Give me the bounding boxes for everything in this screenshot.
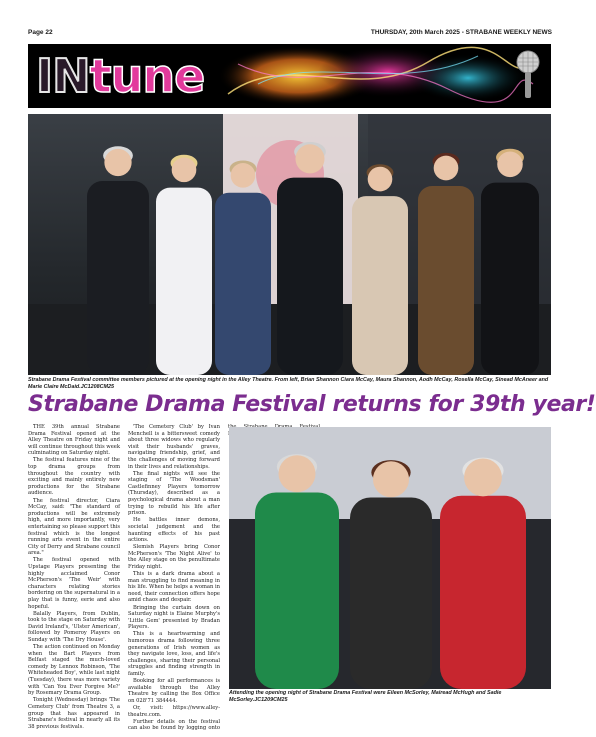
committee-photo [28,114,551,375]
committee-photo-scene [28,114,551,375]
article-paragraph: This is a dark drama about a man struggling to find meaning in his life. When he helps a woman in need, their connection offers hope amid chaos and despair. [128,571,220,604]
photo-person [87,146,149,375]
article-paragraph: Booking for all performances is available through the Alley Theatre by calling the Box Office on 028'71 384444. [128,678,220,704]
article-paragraph: The festival director, Ciara McCay, said: "The standard of productions will be extremely high, and more importantly, very entertaining so please support this festival which is the longest running arts event in the entire City of Derry and Strabane council area." [28,497,120,557]
microphone-icon [513,50,543,102]
banner-title-in: IN [36,49,90,103]
article-paragraph: Slemish Players bring Conor McPherson's 'The Night Alive' to the Alley stage on the penultimate Friday night. [128,544,220,570]
article-paragraph: Balally Players, from Dublin, took to the stage on Saturday with David Ireland's, 'Ulster American', followed by Pomeroy Players on Sunday with 'The Dry House'. [28,610,120,643]
photo-person [156,155,212,375]
article-paragraph: Bringing the curtain down on Saturday night is Elaine Murphy's 'Little Gem' presented by Bradan Players. [128,604,220,631]
article-paragraph: Or, visit: https://www.alley-theatre.com. [128,704,220,718]
article-paragraph: Tonight (Wednesday) brings 'The Cemetery Club' from Theatre 3, a group that has appeared in Strabane's festival in nearly all its 38 previous festivals. [28,697,120,730]
article-paragraph: The festival opened with Upstage Players presenting the highly acclaimed Conor McPherson's 'The Weir' with characters relating stories bordering on the supernatural in a play that is funny, eerie and also hopeful. [28,557,120,610]
banner-title-tune: tune [89,49,205,103]
article-paragraph: He battles inner demons, societal judgement and the haunting effects of his past actions. [128,517,220,544]
banner-title [36,50,204,102]
page-header [28,25,552,39]
article-paragraph: Further details on the festival can also be found by logging onto [128,718,220,732]
attendees-photo-scene [229,427,551,689]
committee-photo-caption: Strabane Drama Festival committee members pictured at the opening night in the Alley Theatre. From left, Brian Shannon Ciara McCay, Maura Shannon, Aodh McCay, Rosella McCay, Sinead McAneer and Marie Claire McDaid.JC1208CM25 [28,377,549,390]
attendees-photo-caption: Attending the opening night of Strabane Drama Festival were Eileen McSorley, Mairead McHugh and Sadie McSorley.JC1209CM25 [229,690,502,703]
article-paragraph: This is a heartwarming and humorous drama following three generations of Irish women as they navigate love, loss, and life's challenges, sharing their personal struggles and finding strength in family. [128,631,220,677]
article-paragraph: The festival features nine of the top drama groups from throughout the country with exciting and mainly entirely new productions for the Strabane audience. [28,457,120,497]
attendees-photo [229,427,551,689]
article-body [28,424,220,732]
article-paragraph: The final nights will see the staging of 'The Woodsman' Castlefinney Players tomorrow (Thursday), described as a psychological drama about a man trying to rebuild his life after prison. [128,470,220,517]
article-paragraph: The action continued on Monday when the Bart Players from Belfast staged the much-loved comedy by Lennox Robinson, 'The Whiteheaded Boy', while last night (Tuesday), there was more variety with 'Can You Ever Forgive Me?' by Rosemary Drama Group. [28,644,120,697]
intune-banner [28,44,551,108]
issue-date: THURSDAY, 20th March 2025 - STRABANE WEEKLY NEWS [370,28,552,36]
article-paragraph: THE 39th annual Strabane Drama Festival opened at the Alley Theatre on Friday night and will continue throughout this week culminating on Saturday night. [28,424,120,457]
page-number: Page 22 [28,28,53,36]
article-headline: Strabane Drama Festival returns for 39th year! [28,392,596,417]
article-paragraph: 'The Cemetery Club' by Ivan Menchell is a bittersweet comedy about three widows who regularly visit their husbands' graves, navigating friendship, grief, and the challenges of moving forward in their lives and relationships. [128,424,220,470]
